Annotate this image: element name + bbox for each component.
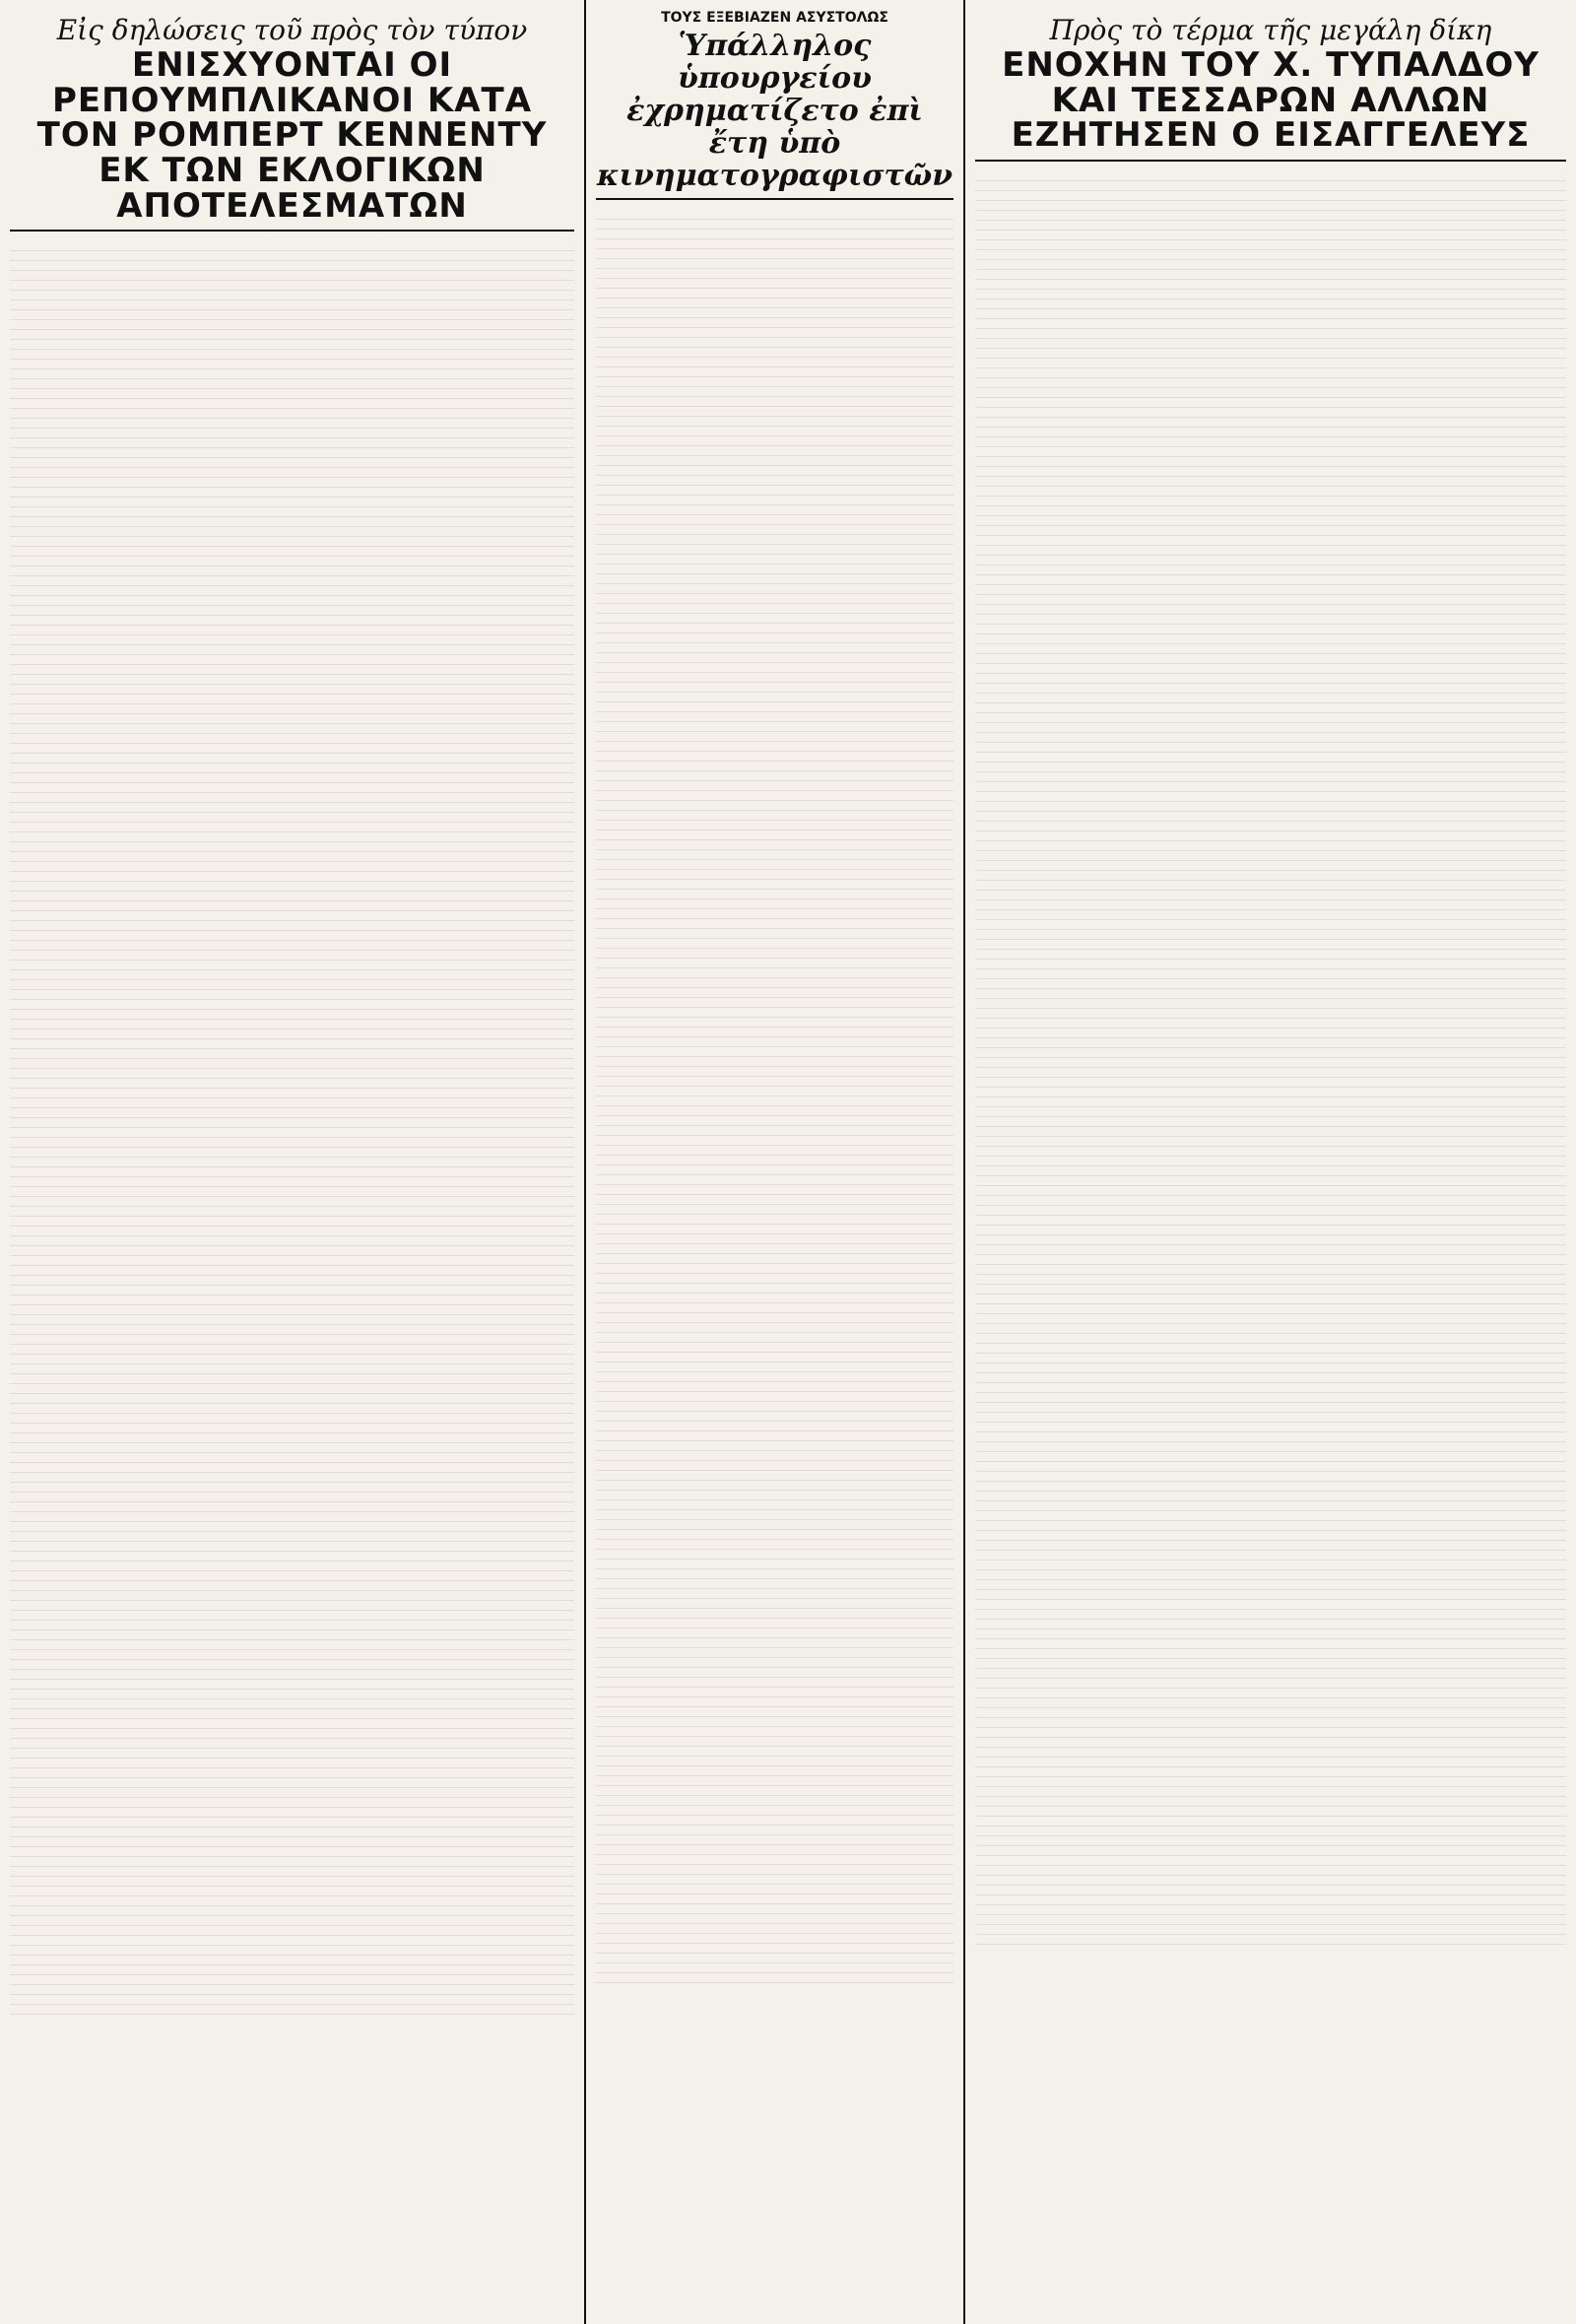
right-headline: ΕΝΟΧΗΝ ΤΟΥ Χ. ΤΥΠΑΛΔΟΥ ΚΑΙ ΤΕΣΣΑΡΩΝ ΑΛΛΩΝ ΕΖΗΤΗΣΕΝ Ο ΕΙΣΑΓΓΕΛΕΥΣ [1002, 45, 1540, 156]
column-right [965, 0, 1576, 2324]
column-left [0, 0, 586, 2324]
middle-headline: Ὑπάλληλος ὑπουργείου ἐχρηματίζετο ἐπὶ ἔτη ὑπὸ κινηματογραφιστῶν [596, 29, 953, 193]
left-headline: ΕΝΙΣΧΥΟΝΤΑΙ ΟΙ ΡΕΠΟΥΜΠΛΙΚΑΝΟΙ ΚΑΤΑ ΤΟΝ ΡΟΜΠΕΡΤ ΚΕΝΝΕΝΤΥ ΕΚ ΤΩΝ ΕΚΛΟΓΙΚΩΝ ΑΠΟΤΕΛΕΣΜΑΤΩΝ [36, 45, 548, 226]
middle-rule [596, 198, 953, 200]
column-middle [586, 0, 965, 2324]
middle-kicker: ΤΟΥΣ ΕΞΕΒΙΑΖΕΝ ΑΣΥΣΤΟΛΩΣ [661, 10, 888, 26]
left-kicker: Εἰς δηλώσεις τοῦ πρὸς τὸν τύπον [56, 14, 528, 46]
right-article-body [975, 171, 1566, 1945]
left-rule [10, 230, 574, 232]
left-article-body [10, 241, 574, 2015]
middle-article-body [596, 210, 953, 1983]
right-kicker: Πρὸς τὸ τέρμα τῆς μεγάλη δίκη [1049, 14, 1492, 46]
right-rule [975, 160, 1566, 162]
